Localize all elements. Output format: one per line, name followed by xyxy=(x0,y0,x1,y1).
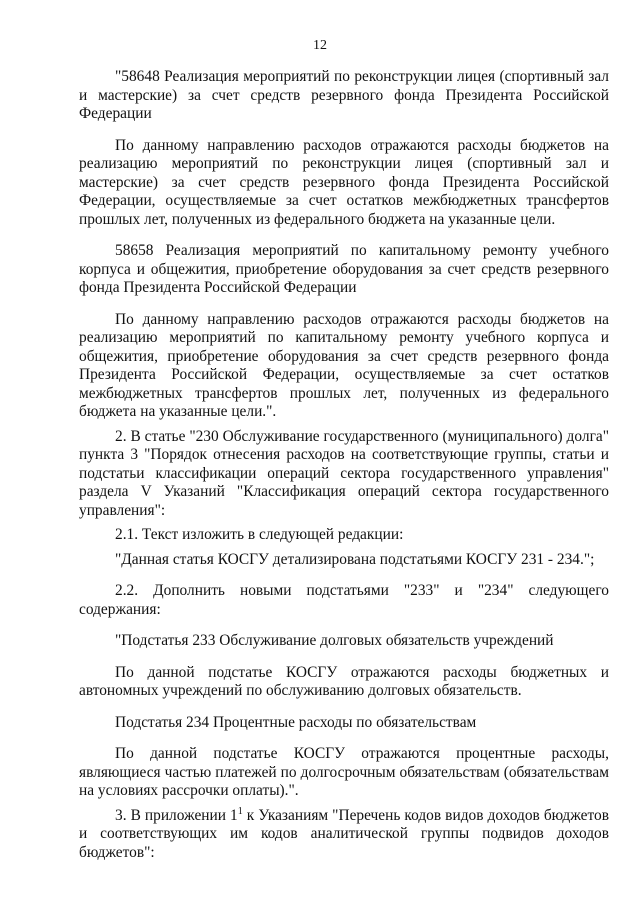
paragraph: По данному направлению расходов отражаются расходы бюджетов на реализацию мероприятий по реконструкции лицея (спортивный зал и мастерские) за счет средств резервного фонда Президента Российской Федерации, осуществляемые за счет остатков межбюджетных трансфертов прошлых лет, полученных из федерального бюджета на указанные цели. xyxy=(79,136,609,228)
paragraph: 58658 Реализация мероприятий по капитальному ремонту учебного корпуса и общежития, приобретение оборудования за счет средств резервного фонда Президента Российской Федерации xyxy=(79,242,609,296)
paragraph: "Данная статья КОСГУ детализирована подстатьями КОСГУ 231 - 234."; xyxy=(115,550,595,568)
paragraph: "Подстатья 233 Обслуживание долговых обязательств учреждений xyxy=(115,632,554,649)
paragraph: Подстатья 234 Процентные расходы по обязательствам xyxy=(115,713,477,731)
page-number: 12 xyxy=(313,38,327,53)
paragraph: По данному направлению расходов отражаются расходы бюджетов на реализацию мероприятий по капитальному ремонту учебного корпуса и общежития, приобретение оборудования за счет средств резервного фонда Президента Российской Федерации, осуществляемые за счет остатков межбюджетных трансфертов прошлых лет, полученных из федерального бюджета на указанные цели.". xyxy=(79,310,609,420)
paragraph: "58648 Реализация мероприятий по реконструкции лицея (спортивный зал и мастерские) за счет средств резервного фонда Президента Российской Федерации xyxy=(79,68,609,122)
appendix-rest: к Указаниям "Перечень кодов видов доходов бюджетов и соответствующих им кодов аналитической группы подвидов доходов бюджетов": xyxy=(79,806,609,861)
paragraph: 2.2. Дополнить новыми подстатьями "233" и "234" следующего содержания: xyxy=(79,582,609,618)
paragraph: 2. В статье "230 Обслуживание государственного (муниципального) долга" пункта 3 "Порядок отнесения расходов на соответствующие группы, статьи и подстатьи классификации операций сектора государственного управления" раздела V Указаний "Классификация операций сектора государственного управления": xyxy=(79,427,609,519)
paragraph-appendix xyxy=(79,807,609,863)
appendix-superscript: 1 xyxy=(237,805,243,817)
paragraph: По данной подстатье КОСГУ отражаются расходы бюджетных и автономных учреждений по обслуживанию долговых обязательств. xyxy=(79,663,609,699)
document-body xyxy=(79,68,609,875)
appendix-prefix: 3. В приложении 1 xyxy=(115,806,238,824)
paragraph: 2.1. Текст изложить в следующей редакции: xyxy=(115,526,404,543)
paragraph: По данной подстатье КОСГУ отражаются процентные расходы, являющиеся частью платежей по долгосрочным обязательствам (обязательствам на условиях рассрочки оплаты).". xyxy=(79,745,609,799)
